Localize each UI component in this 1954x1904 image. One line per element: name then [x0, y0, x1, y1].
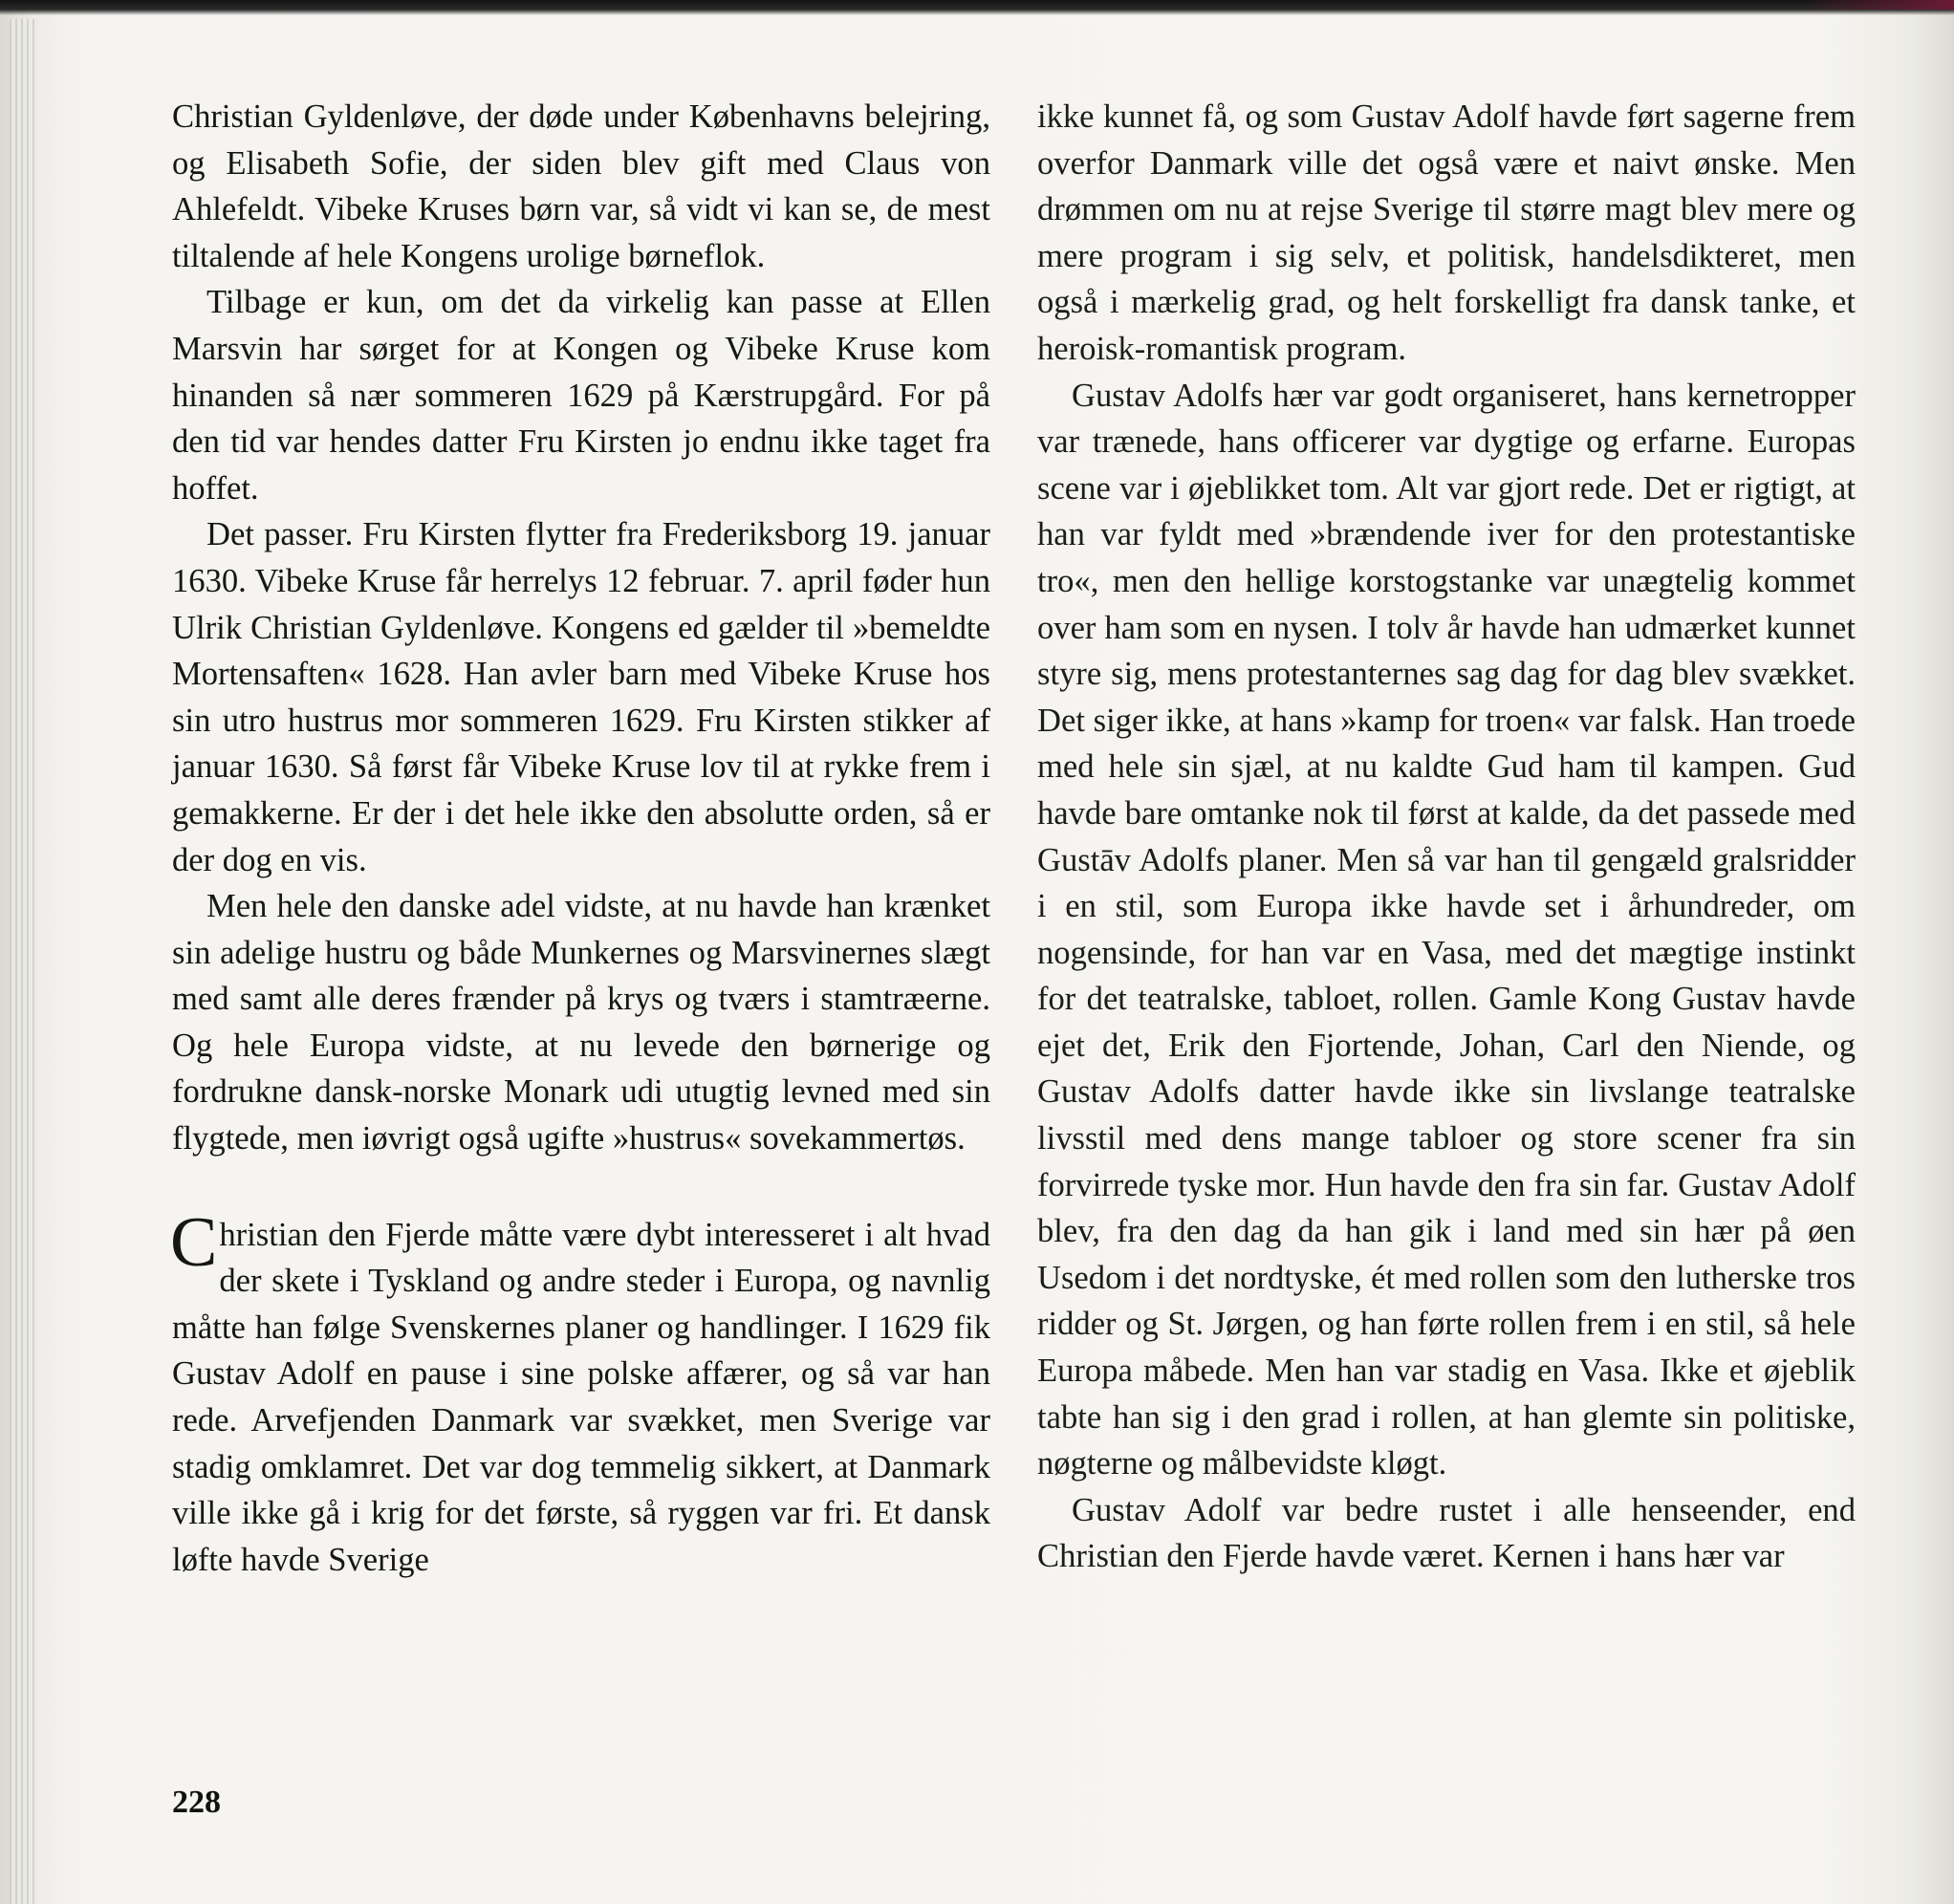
page-top-shadow — [0, 0, 1954, 15]
paragraph: Det passer. Fru Kirsten flytter fra Frederiksborg 19. januar 1630. Vibeke Kruse får herrelys 12 februar. 7. april føder hun Ulrik Christian Gyldenløve. Kongens ed gælder til »bemeldte Mortensaften« 1628. Han avler barn med Vibeke Kruse hos sin utro hustrus mor sommeren 1629. Fru Kirsten stikker af januar 1630. Så først får Vibeke Kruse lov til at rykke frem i gemakkerne. Er der i det hele ikke den absolutte orden, så er der dog en vis. — [172, 516, 990, 878]
paragraph: Men hele den danske adel vidste, at nu havde han krænket sin adelige hustru og både Munkernes og Marsvinernes slægt med samt alle deres frænder på krys og tværs i stamtræerne. Og hele Europa vidste, at nu levede den børnerige og fordrukne dansk-norske Monark udi utugtig levned med sin flygtede, men iøvrigt også ugifte »hustrus« sovekammertøs. — [172, 888, 990, 1158]
page-edge-stack — [10, 19, 38, 1904]
paragraph: Gustav Adolf var bedre rustet i alle henseender, end Christian den Fjerde havde været. Kernen i hans hær var — [1037, 1491, 1856, 1575]
right-text-column — [1037, 94, 1856, 1580]
paragraph: Gustav Adolfs hær var godt organiseret, hans kernetropper var trænede, hans officerer var dygtige og erfarne. Europas scene var i øjeblikket tom. Alt var gjort rede. Det er rigtigt, at han var fyldt med »brændende iver for den protestantiske tro«, men den hellige korstogstanke var unægtelig kommet over ham som en nysen. I tolv år havde han udmærket kunnet styre sig, mens protestanternes sag dag for dag blev svækket. Det siger ikke, at hans »kamp for troen« var falsk. Han troede med hele sin sjæl, at nu kaldte Gud ham til kampen. Gud havde bare omtanke nok til først at kalde, da det passede med Gustāv Adolfs planer. Men så var han til gengæld gralsridder i en stil, som Europa ikke havde set i århundreder, om nogensinde, for han var en Vasa, med det mægtige instinkt for det teatralske, tabloet, rollen. Gamle Kong Gustav havde ejet det, Erik den Fjortende, Johan, Carl den Niende, og Gustav Adolfs datter havde ikke sin livslange teatralske livsstil med dens mange tabloer og store scener fra sin forvirrede tyske mor. Hun havde den fra sin far. Gustav Adolf blev, fra den dag da han gik i land med sin hær på øen Usedom i det nordtyske, ét med rollen som den lutherske tros ridder og St. Jørgen, og han førte rollen frem i en stil, så hele Europa måbede. Men han var stadig en Vasa. Ikke et øjeblik tabte han sig i den grad i rollen, at han glemte sin politiske, nøgterne og målbevidste kløgt. — [1037, 377, 1856, 1482]
paragraph: Tilbage er kun, om det da virkelig kan passe at Ellen Marsvin har sørget for at Kongen og Vibeke Kruse kom hinanden så nær sommeren 1629 på Kærstrupgård. For på den tid var hendes datter Fru Kirsten jo endnu ikke taget fra hoffet. — [172, 284, 990, 507]
page-corner-accent — [1801, 0, 1954, 10]
left-text-column — [172, 94, 990, 1583]
paragraph: Christian Gyldenløve, der døde under Københavns belejring, og Elisabeth Sofie, der siden blev gift med Claus von Ahlefeldt. Vibeke Kruses børn var, så vidt vi kan se, de mest tiltalende af hele Kongens urolige børneflok. — [172, 98, 990, 274]
section-paragraph — [170, 1202, 990, 1584]
paragraph: ikke kunnet få, og som Gustav Adolf havde ført sagerne frem overfor Danmark ville det også være et naivt ønske. Men drømmen om nu at rejse Sverige til større magt blev mere og mere program i sig selv, et politisk, handelsdikteret, men også i mærkelig grad, og helt forskelligt fra dansk tanke, et heroisk-romantisk program. — [1037, 98, 1856, 367]
page-number: 228 — [172, 1785, 221, 1820]
drop-cap-initial: C — [170, 1202, 218, 1282]
section-paragraph-text: hristian den Fjerde måtte være dybt interesseret i alt hvad der skete i Tyskland og andre steder i Europa, og navnlig måtte han følge Svenskernes planer og handlinger. I 1629 fik Gustav Adolf en pause i sine polske affærer, og så var han rede. Arvefjenden Danmark var svækket, men Sverige var stadig omklamret. Det var dog temmelig sikkert, at Danmark ville ikke gå i krig for det første, så ryggen var fri. Et dansk løfte havde Sverige — [172, 1216, 990, 1578]
